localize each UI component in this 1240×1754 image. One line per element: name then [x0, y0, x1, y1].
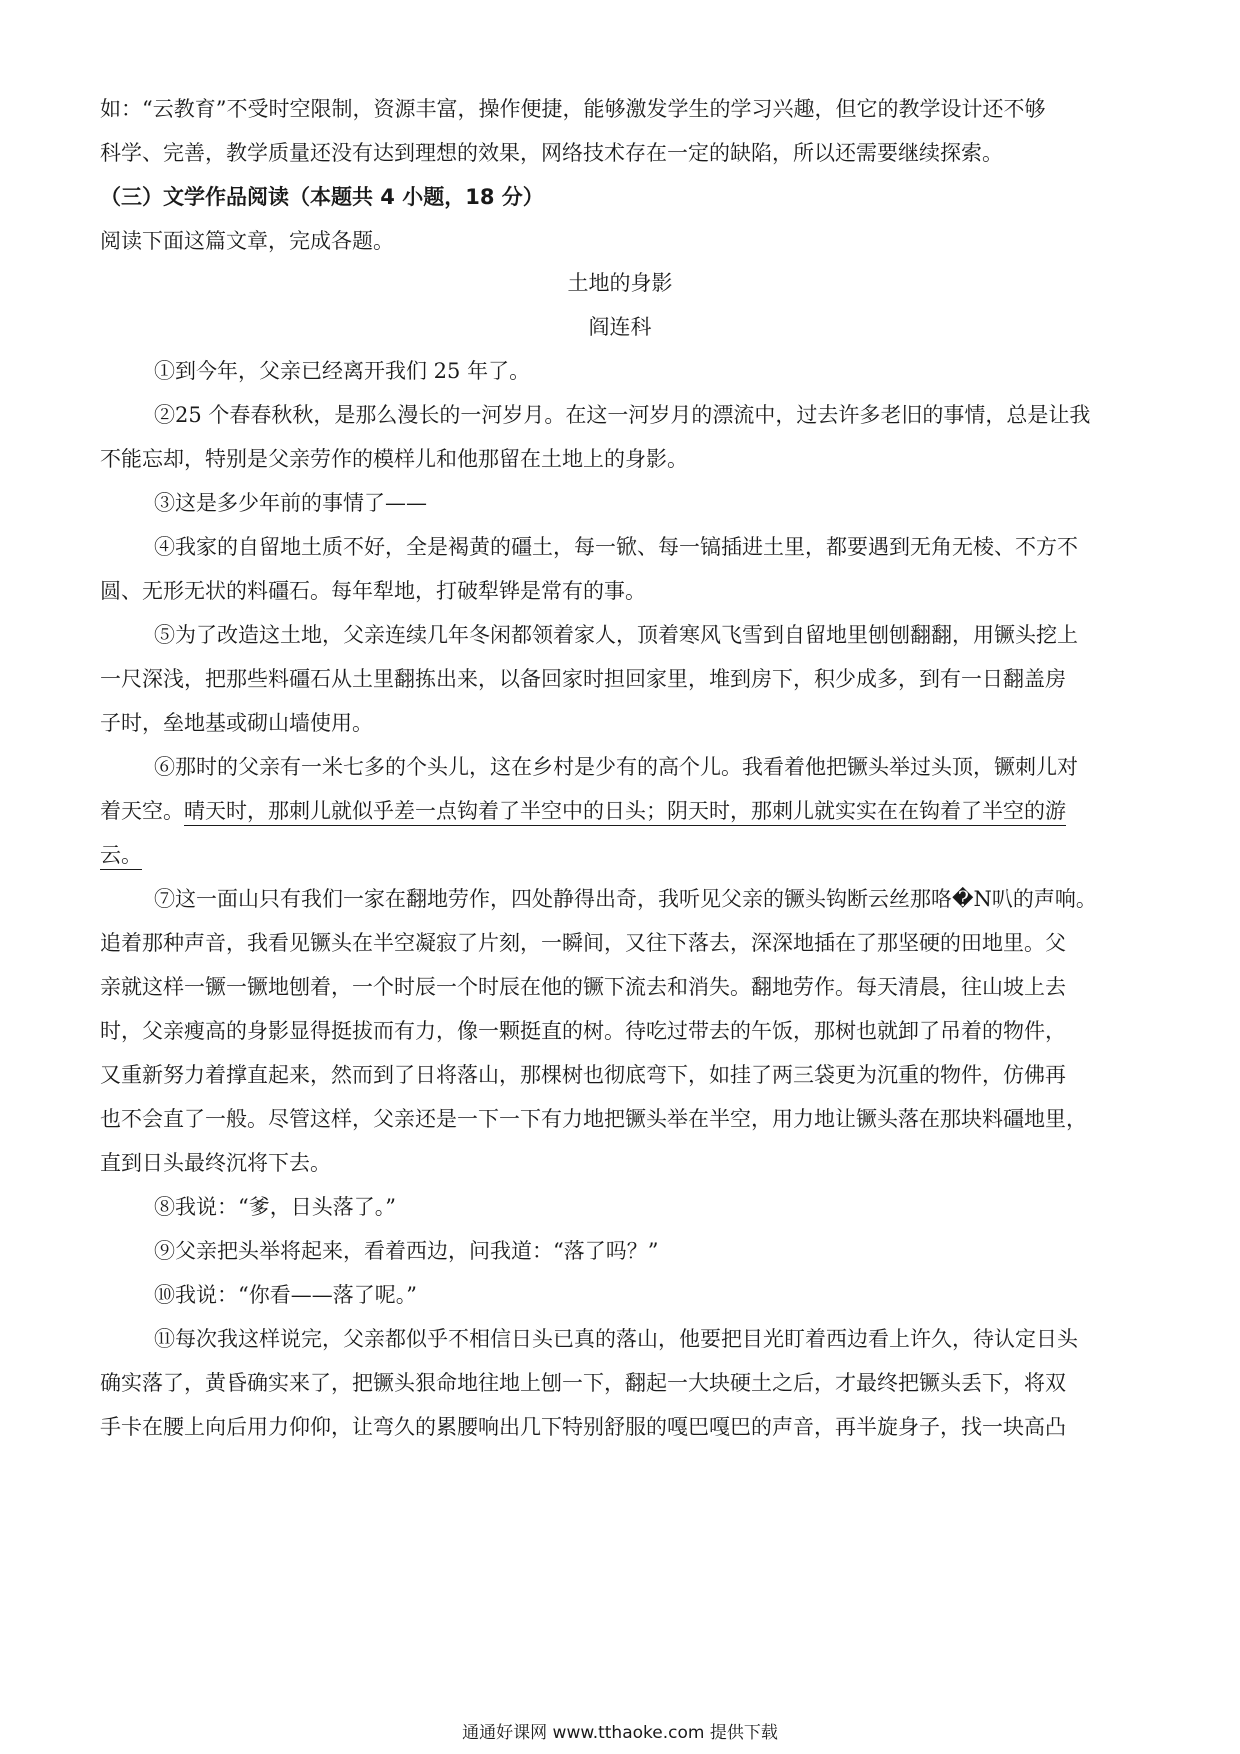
section-heading: （三）文学作品阅读（本题共 4 小题，18 分）: [100, 185, 544, 209]
paragraph-6-line-3: [100, 840, 1140, 870]
paragraph-5-line-3: 子时，垒地基或砌山墙使用。: [100, 711, 373, 735]
paragraph-7-line-4: 时，父亲瘦高的身影显得挺拔而有力，像一颗挺直的树。待吃过带去的午饭，那树也就卸了吊着的物件，: [100, 1019, 1066, 1043]
paragraph-4-line-2: 圆、无形无状的料礓石。每年犁地，打破犁铧是常有的事。: [100, 579, 646, 603]
paragraph-9: ⑨父亲把头举将起来，看着西边，问我道：“落了吗？”: [154, 1239, 659, 1263]
intro-line-1: 如：“云教育”不受时空限制，资源丰富，操作便捷，能够激发学生的学习兴趣，但它的教学设计还不够: [100, 97, 1046, 121]
download-footer: 通通好课网 www.tthaoke.com 提供下载: [462, 1723, 778, 1743]
paragraph-7-line-3: 亲就这样一镢一镢地刨着，一个时辰一个时辰在他的镢下流去和消失。翻地劳作。每天清晨，往山坡上去: [100, 975, 1066, 999]
paragraph-8: ⑧我说：“爹，日头落了。”: [154, 1195, 396, 1219]
author: 阎连科: [588, 315, 652, 339]
paragraph-7-line-5: 又重新努力着撑直起来，然而到了日将落山，那棵树也彻底弯下，如挂了两三袋更为沉重的物件，仿佛再: [100, 1063, 1066, 1087]
paragraph-10: ⑩我说：“你看——落了呢。”: [154, 1283, 417, 1307]
paragraph-6-plain-text: 着天空。: [100, 799, 184, 823]
paragraph-7-line-2: 追着那种声音，我看见镢头在半空凝寂了片刻，一瞬间，又往下落去，深深地插在了那坚硬的田地里。父: [100, 931, 1066, 955]
paragraph-6-line-1: ⑥那时的父亲有一米七多的个头儿，这在乡村是少有的高个儿。我看着他把镢头举过头顶，镢刺儿对: [154, 755, 1078, 779]
paragraph-3: ③这是多少年前的事情了——: [154, 491, 427, 515]
paragraph-11-line-2: 确实落了，黄昏确实来了，把镢头狠命地往地上刨一下，翻起一大块硬土之后，才最终把镢头丢下，将双: [100, 1371, 1066, 1395]
paragraph-7-line-1: ⑦这一面山只有我们一家在翻地劳作，四处静得出奇，我听见父亲的镢头钩断云丝那咯�N叭的声响。: [154, 887, 1097, 911]
paragraph-2-line-1: ②25 个春春秋秋，是那么漫长的一河岁月。在这一河岁月的漂流中，过去许多老旧的事情，总是让我: [154, 403, 1091, 427]
instruction: 阅读下面这篇文章，完成各题。: [100, 229, 394, 253]
paragraph-7-line-7: 直到日头最终沉将下去。: [100, 1151, 331, 1175]
intro-line-2: 科学、完善，教学质量还没有达到理想的效果，网络技术存在一定的缺陷，所以还需要继续探索。: [100, 141, 1003, 165]
underlined-sentence-part-1: 晴天时，那刺儿就似乎差一点钩着了半空中的日头；阴天时，那刺儿就实实在在钩着了半空的游: [184, 799, 1066, 826]
paragraph-1: ①到今年，父亲已经离开我们 25 年了。: [154, 359, 531, 383]
underlined-sentence-part-2: 云。: [100, 843, 142, 870]
paragraph-5-line-2: 一尺深浅，把那些料礓石从土里翻拣出来，以备回家时担回家里，堆到房下，积少成多，到有一日翻盖房: [100, 667, 1066, 691]
paragraph-5-line-1: ⑤为了改造这土地，父亲连续几年冬闲都领着家人，顶着寒风飞雪到自留地里刨刨翻翻，用镢头挖上: [154, 623, 1078, 647]
paragraph-2-line-2: 不能忘却，特别是父亲劳作的模样儿和他那留在土地上的身影。: [100, 447, 688, 471]
paragraph-4-line-1: ④我家的自留地土质不好，全是褐黄的礓土，每一锨、每一镐插进土里，都要遇到无角无棱、不方不: [154, 535, 1078, 559]
article-title: 土地的身影: [567, 271, 673, 295]
paragraph-7-line-6: 也不会直了一般。尽管这样，父亲还是一下一下有力地把镢头举在半空，用力地让镢头落在那块料礓地里，: [100, 1107, 1087, 1131]
paragraph-11-line-1: ⑪每次我这样说完，父亲都似乎不相信日头已真的落山，他要把目光盯着西边看上许久，待认定日头: [154, 1327, 1078, 1351]
paragraph-11-line-3: 手卡在腰上向后用力仰仰，让弯久的累腰响出几下特别舒服的嘎巴嘎巴的声音，再半旋身子，找一块高凸: [100, 1415, 1066, 1439]
paragraph-6-line-2: [100, 796, 1140, 826]
